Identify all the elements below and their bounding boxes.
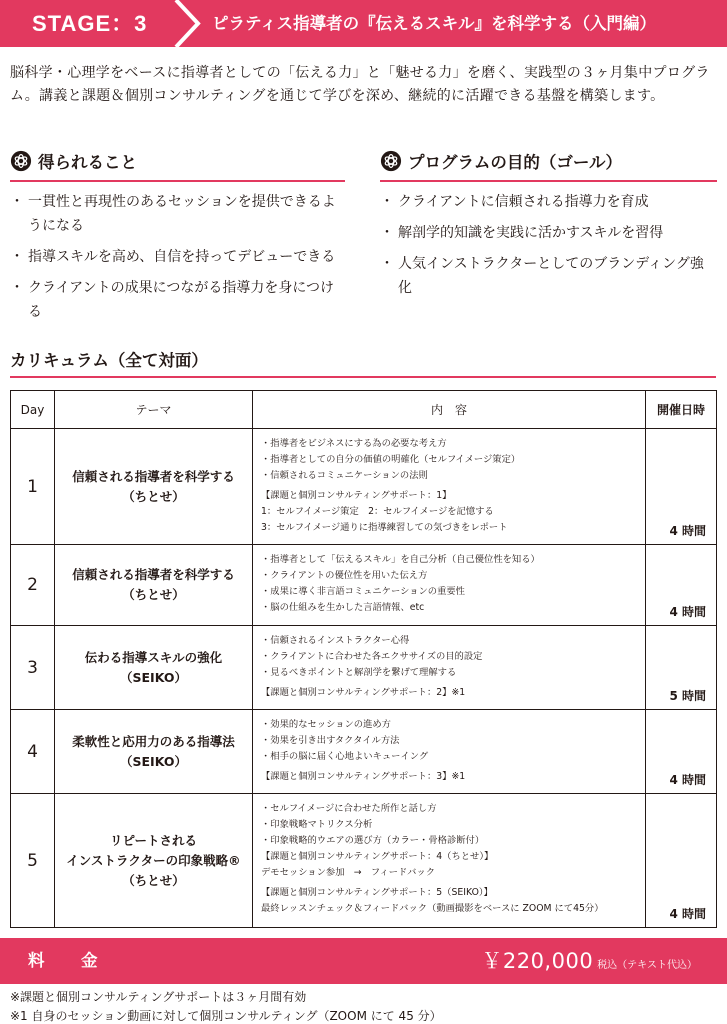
theme-title: 伝わる指導スキルの強化 xyxy=(84,649,223,665)
content-line: ・相手の脳に届く心地よいキューイング xyxy=(261,751,429,762)
content-line: ・クライアントの優位性を用いた伝え方 xyxy=(261,570,428,581)
theme-title: リピートされる インストラクターの印象戦略® xyxy=(66,832,241,868)
content-line: ・成果に導く非言語コミュニケーションの重要性 xyxy=(261,586,465,597)
content-line: 3：セルフイメージ通りに指導練習しての気づきをレポート xyxy=(261,522,508,533)
content-cell xyxy=(253,710,646,794)
fee-amount: ￥220,000 xyxy=(481,949,594,973)
content-line: ・見るべきポイントと解剖学を繋げて理解する xyxy=(261,667,457,678)
instructor-name: （ちとせ） xyxy=(122,872,185,888)
stage-label: STAGE：3 xyxy=(32,11,148,36)
header-bar xyxy=(0,0,727,47)
footnotes xyxy=(10,988,442,1024)
flower-icon xyxy=(10,150,32,172)
footnote: ※1 自身のセッション動画に対して個別コンサルティング（ZOOM にて 45 分） xyxy=(10,1009,442,1023)
content-line: 【課題と個別コンサルティングサポート：1】 xyxy=(261,490,452,501)
curriculum-divider xyxy=(10,376,716,378)
theme-title: 信頼される指導者を科学する xyxy=(72,567,235,582)
hours-cell: 4 時間 xyxy=(646,710,717,794)
table-row xyxy=(11,794,717,928)
content-line: 【課題と個別コンサルティングサポート：5（SEIKO）】 xyxy=(261,887,493,898)
day-number: 1 xyxy=(11,429,55,545)
content-cell xyxy=(253,545,646,626)
instructor-name: （SEIKO） xyxy=(120,669,187,685)
list-item: ・ 指導スキルを高め、自信を持ってデビューできる xyxy=(10,245,345,269)
fee-note: 税込（テキスト代込） xyxy=(597,960,697,971)
day-number: 3 xyxy=(11,626,55,710)
hours-cell: 5 時間 xyxy=(646,626,717,710)
benefits-heading xyxy=(10,150,137,176)
theme-title: 柔軟性と応用力のある指導法 xyxy=(72,733,235,749)
content-line: ・セルフイメージに合わせた所作と話し方 xyxy=(261,803,437,814)
table-row xyxy=(11,626,717,710)
chevron-right-icon xyxy=(170,0,210,47)
theme-cell xyxy=(55,794,253,928)
table-row xyxy=(11,429,717,545)
content-line: 【課題と個別コンサルティングサポート：2】※1 xyxy=(261,687,466,698)
theme-header: テーマ xyxy=(55,391,253,429)
fee-label: 料 金 xyxy=(28,951,108,970)
content-line: ・信頼されるコミュニケーションの法則 xyxy=(261,470,428,481)
benefits-list xyxy=(10,190,345,331)
page-title: ピラティス指導者の『伝えるスキル』を科学する（入門編） xyxy=(212,14,657,33)
content-line: 【課題と個別コンサルティングサポート：4（ちとせ）】 xyxy=(261,851,494,862)
theme-cell xyxy=(55,626,253,710)
goals-title: プログラムの目的（ゴール） xyxy=(408,153,623,172)
content-cell xyxy=(253,626,646,710)
day-number: 2 xyxy=(11,545,55,626)
table-row xyxy=(11,710,717,794)
benefits-divider xyxy=(10,180,345,182)
theme-cell xyxy=(55,429,253,545)
day-number: 4 xyxy=(11,710,55,794)
content-line: ・指導者として「伝えるスキル」を自己分析（自己優位性を知る） xyxy=(261,554,540,565)
hours-header: 開催日時 xyxy=(646,391,717,429)
theme-cell xyxy=(55,545,253,626)
instructor-name: （ちとせ） xyxy=(122,587,185,602)
content-line: ・信頼されるインストラクター心得 xyxy=(261,635,410,646)
goals-list xyxy=(380,190,717,307)
content-header: 内 容 xyxy=(253,391,646,429)
list-item: ・ 人気インストラクターとしてのブランディング強化 xyxy=(380,252,717,300)
goals-heading xyxy=(380,150,622,176)
instructor-name: （SEIKO） xyxy=(120,753,187,769)
list-item: ・ クライアントに信頼される指導力を育成 xyxy=(380,190,717,214)
content-line: デモセッション参加 → フィードバック xyxy=(261,867,436,878)
hours-cell: 4 時間 xyxy=(646,429,717,545)
goals-divider xyxy=(380,180,717,182)
hours-cell: 4 時間 xyxy=(646,545,717,626)
theme-cell xyxy=(55,710,253,794)
content-line: ・印象戦略マトリクス分析 xyxy=(261,819,373,830)
day-header: Day xyxy=(11,391,55,429)
theme-title: 信頼される指導者を科学する xyxy=(72,468,235,484)
content-line: ・脳の仕組みを生かした言語情報、etc xyxy=(261,602,425,613)
content-line: 1：セルフイメージ策定 2：セルフイメージを記憶する xyxy=(261,506,494,517)
content-cell xyxy=(253,794,646,928)
list-item: ・ 一貫性と再現性のあるセッションを提供できるようになる xyxy=(10,190,345,238)
content-line: ・効果的なセッションの進め方 xyxy=(261,719,391,730)
instructor-name: （ちとせ） xyxy=(122,488,185,504)
content-line: ・クライアントに合わせた各エクササイズの目的設定 xyxy=(261,651,483,662)
list-item: ・ 解剖学的知識を実践に活かすスキルを習得 xyxy=(380,221,717,245)
table-header-row xyxy=(11,391,717,429)
curriculum-table xyxy=(10,390,717,928)
curriculum-title: カリキュラム（全て対面） xyxy=(10,351,208,370)
content-cell xyxy=(253,429,646,545)
content-line: 最終レッスンチェック＆フィードバック（動画撮影をベースに ZOOM にて45分） xyxy=(261,903,604,914)
list-item: ・ クライアントの成果につながる指導力を身につける xyxy=(10,276,345,324)
fee-price xyxy=(481,938,697,989)
benefits-title: 得られること xyxy=(38,153,137,172)
day-number: 5 xyxy=(11,794,55,928)
footnote: ※課題と個別コンサルティングサポートは３ヶ月間有効 xyxy=(10,990,307,1004)
content-line: ・効果を引き出すタクタイル方法 xyxy=(261,735,400,746)
content-line: 【課題と個別コンサルティングサポート：3】※1 xyxy=(261,771,466,782)
flower-icon xyxy=(380,150,402,172)
content-line: ・印象戦略的ウエアの選び方（カラー・骨格診断付） xyxy=(261,835,485,846)
table-row xyxy=(11,545,717,626)
intro-text: 脳科学・心理学をベースに指導者としての「伝える力」と「魅せる力」を磨く、実践型の３ヶ月集中プログラム。講義と課題＆個別コンサルティングを通じて学びを深め、継続的に活躍できる基盤を構築します。 xyxy=(10,65,710,104)
content-line: ・指導者をビジネスにする為の必要な考え方 xyxy=(261,438,447,449)
hours-cell: 4 時間 xyxy=(646,794,717,928)
fee-bar xyxy=(0,938,727,984)
content-line: ・指導者としての自分の価値の明確化（セルフイメージ策定） xyxy=(261,454,521,465)
